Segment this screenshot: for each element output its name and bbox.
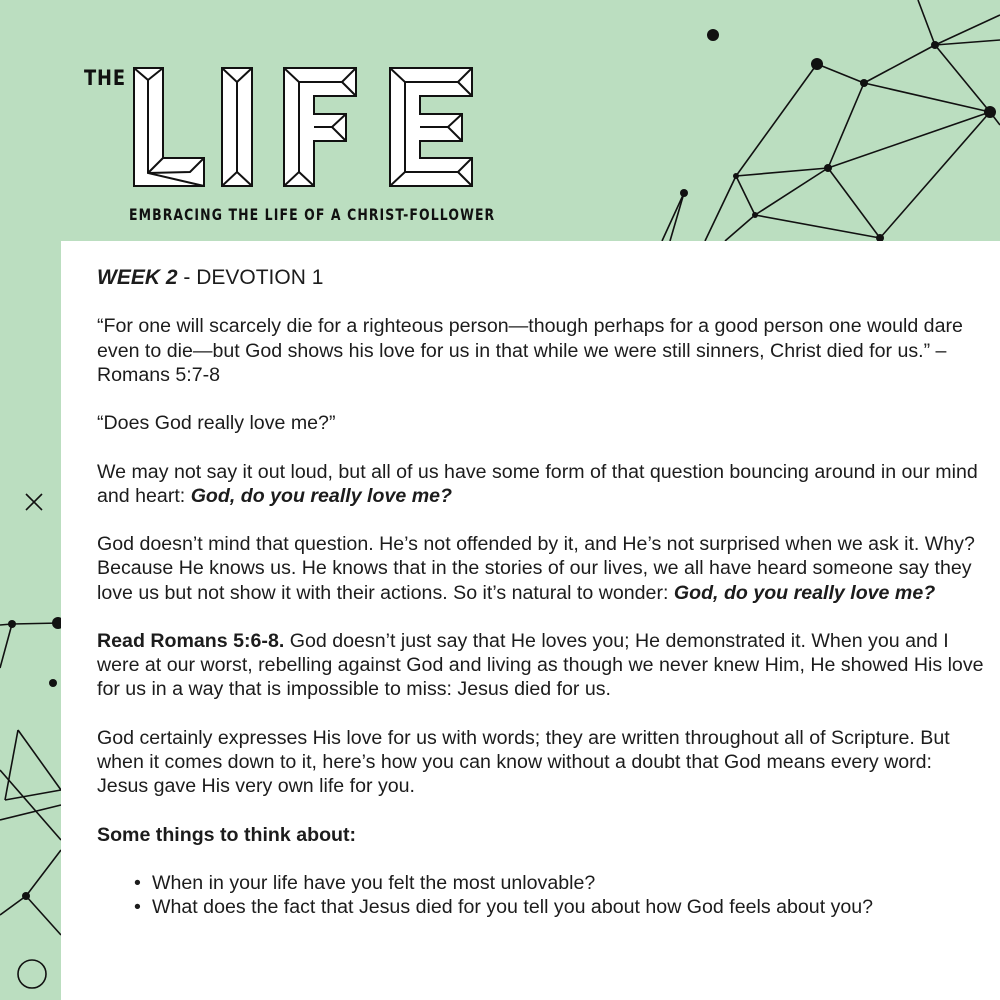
paragraph-1: [97, 460, 987, 508]
devotion-content: [97, 266, 987, 919]
paragraph-2-emphasis: God, do you really love me?: [673, 581, 936, 604]
logo-subtitle: EMBRACING THE LIFE OF A CHRIST-FOLLOWER: [129, 205, 496, 224]
paragraph-2: [97, 532, 987, 605]
question-line: “Does God really love me?”: [97, 412, 336, 435]
reflection-heading: Some things to think about:: [97, 823, 357, 846]
devotion-label: DEVOTION 1: [196, 266, 324, 289]
reflection-list: [97, 871, 987, 919]
paragraph-3-text: God doesn’t just say that He loves you; He demonstrated it. When you and I were at our worst, rebelling against God and living as though we never knew Him, He showed His love for us in a way that is impossible to miss: Jesus died for us.: [97, 629, 984, 701]
paragraph-1-text: We may not say it out loud, but all of us have some form of that question bouncing around in our mind and heart:: [97, 460, 978, 507]
paragraph-1-emphasis: God, do you really love me?: [190, 484, 452, 507]
paragraph-4: God certainly expresses His love for us with words; they are written throughout all of Scripture. But when it comes down to it, here’s how you can know without a doubt that God means every word: Jesus gave His very own life for you.: [97, 726, 950, 798]
devotion-heading: [97, 266, 987, 290]
list-item: • When in your life have you felt the most unlovable?: [152, 871, 987, 895]
paragraph-3-lead: Read Romans 5:6-8.: [97, 629, 285, 652]
scripture-reference: – Romans 5:7-8: [97, 339, 947, 386]
life-logo-graphic: [134, 68, 472, 186]
paragraph-3: [97, 629, 987, 702]
list-item: • What does the fact that Jesus died for you tell you about how God feels about you?: [152, 895, 987, 919]
paragraph-2-text: God doesn’t mind that question. He’s not offended by it, and He’s not surprised when we ask it. Why? Because He knows us. He knows that in the stories of our lives, we all have heard someone say they love us but not show it with their actions. So it’s natural to wonder:: [97, 533, 975, 604]
scripture-quote: [97, 314, 987, 387]
week-label: WEEK 2: [97, 266, 178, 289]
logo-the-text: THE: [84, 66, 126, 90]
heading-separator: -: [177, 266, 197, 289]
scripture-text: “For one will scarcely die for a righteous person—though perhaps for a good person one would dare even to die—but God shows his love for us in that while we were still sinners, Christ died for us.”: [97, 315, 963, 362]
network-graphic-left: [0, 494, 61, 988]
